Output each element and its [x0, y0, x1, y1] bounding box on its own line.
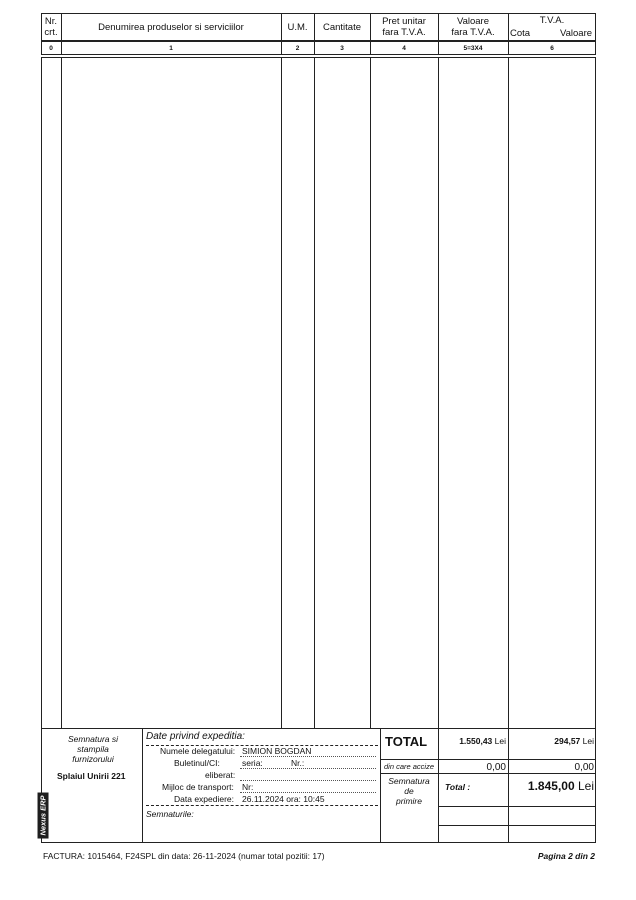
delegate-label: Numele delegatului:	[160, 746, 236, 756]
receipt-signature-line1: Semnatura	[388, 776, 430, 786]
header-unit-price: Pret unitar fara T.V.A.	[382, 16, 426, 38]
id-label: Buletinul/CI:	[174, 758, 220, 768]
supplier-signature-line3: furnizorului	[72, 754, 114, 764]
colnum-3: 3	[340, 44, 344, 52]
total-amount-label: Total :	[445, 782, 471, 792]
signatures-label: Semnaturile:	[146, 809, 194, 819]
colnum-6: 6	[550, 44, 554, 52]
header-tva-cota: Cota	[510, 28, 531, 39]
transport-nr-label: Nr:	[242, 782, 254, 792]
vat-value: 294,57 Lei	[554, 736, 594, 746]
header-um: U.M.	[287, 21, 308, 33]
colnum-4: 4	[402, 44, 406, 52]
erp-brand-label: Nexus ERP	[38, 792, 49, 838]
colnum-1: 1	[169, 44, 173, 52]
transport-label: Mijloc de transport:	[162, 782, 234, 792]
invoice-info: FACTURA: 1015464, F24SPL din data: 26-11-2024 (numar total pozitii: 17)	[43, 851, 325, 861]
header-tva-value: Valoare	[560, 28, 593, 39]
header-tva: T.V.A.	[539, 14, 565, 26]
colnum-5: 5=3X4	[463, 44, 483, 52]
colnum-0: 0	[49, 44, 53, 52]
receipt-signature-line2: de	[404, 786, 414, 796]
issued-label: eliberat:	[205, 770, 236, 780]
expedition-title: Date privind expeditia:	[146, 731, 245, 742]
header-product: Denumirea produselor si serviciilor	[98, 21, 244, 33]
value-no-vat: 1.550,43 Lei	[459, 736, 506, 746]
receipt-signature-line3: primire	[396, 796, 422, 806]
colnum-2: 2	[295, 44, 300, 52]
grand-total: 1.845,00 Lei	[527, 779, 594, 793]
id-seria-label: seria:	[242, 758, 263, 768]
header-nr-crt: Nr. crt.	[44, 16, 58, 38]
supplier-signature-line1: Semnatura si	[67, 734, 119, 744]
header-value: Valoare fara T.V.A.	[451, 16, 495, 38]
dispatch-label: Data expediere:	[174, 794, 235, 804]
excise-label: din care accize	[384, 762, 435, 771]
delegate-name: SIMION BOGDAN	[242, 746, 312, 756]
items-body	[41, 57, 596, 729]
excise-value: 0,00	[486, 762, 506, 773]
id-nr-label: Nr.:	[291, 758, 305, 768]
excise-vat: 0,00	[574, 762, 594, 773]
dispatch-value: 26.11.2024 ora: 10:45	[242, 794, 325, 804]
supplier-address: Splaiul Unirii 221	[57, 771, 126, 781]
total-label: TOTAL	[385, 734, 428, 749]
page-info: Pagina 2 din 2	[537, 851, 595, 861]
supplier-signature-line2: stampila	[77, 744, 109, 754]
header-qty: Cantitate	[322, 21, 362, 33]
